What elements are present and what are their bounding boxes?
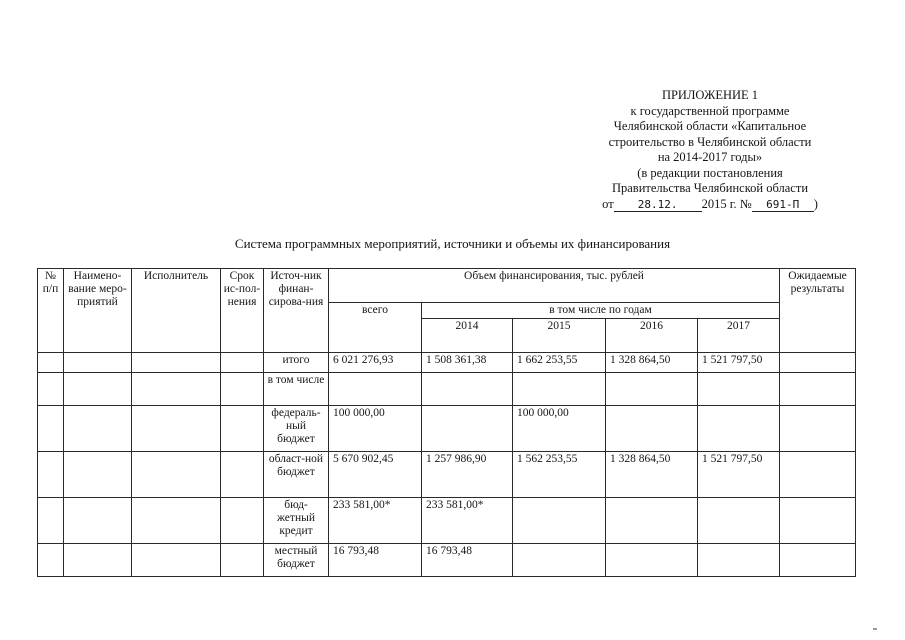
cell-results bbox=[780, 353, 856, 373]
appendix-line: Правительства Челябинской области bbox=[611, 181, 809, 195]
header-year-2017: 2017 bbox=[698, 319, 780, 353]
header-executor: Исполнитель bbox=[132, 269, 221, 353]
resolution-number: 691-П bbox=[752, 199, 814, 212]
cell-name bbox=[64, 353, 132, 373]
cell-term bbox=[221, 353, 264, 373]
appendix-line: на 2014-2017 годы» bbox=[657, 150, 763, 164]
cell-executor bbox=[132, 544, 221, 577]
cell-2017 bbox=[698, 373, 780, 406]
cell-results bbox=[780, 498, 856, 544]
table-row bbox=[38, 373, 856, 406]
cell-2014 bbox=[422, 373, 513, 406]
header-total: всего bbox=[329, 303, 422, 353]
cell-name bbox=[64, 544, 132, 577]
header-term: Срок ис-пол-нения bbox=[221, 269, 264, 353]
header-results: Ожидаемые результаты bbox=[780, 269, 856, 353]
cell-name bbox=[64, 373, 132, 406]
cell-2014: 16 793,48 bbox=[422, 544, 513, 577]
cell-source: област-ной бюджет bbox=[264, 452, 329, 498]
cell-number bbox=[38, 353, 64, 373]
cell-term bbox=[221, 498, 264, 544]
cell-2015: 1 662 253,55 bbox=[513, 353, 606, 373]
cell-results bbox=[780, 406, 856, 452]
cell-2017 bbox=[698, 544, 780, 577]
cell-number bbox=[38, 373, 64, 406]
cell-2016: 1 328 864,50 bbox=[606, 353, 698, 373]
cell-name bbox=[64, 498, 132, 544]
cell-source: бюд-жетный кредит bbox=[264, 498, 329, 544]
cell-2015: 100 000,00 bbox=[513, 406, 606, 452]
cell-number bbox=[38, 544, 64, 577]
cell-executor bbox=[132, 452, 221, 498]
appendix-line: (в редакции постановления bbox=[637, 165, 783, 180]
header-number: № п/п bbox=[38, 269, 64, 353]
table-row bbox=[38, 406, 856, 452]
cell-term bbox=[221, 544, 264, 577]
cell-2015 bbox=[513, 544, 606, 577]
header-by-years: в том числе по годам bbox=[422, 303, 780, 319]
cell-source: итого bbox=[264, 353, 329, 373]
cell-2016 bbox=[606, 406, 698, 452]
document-title: Система программных мероприятий, источники и объемы их финансирования bbox=[234, 236, 671, 251]
resolution-date: 28.12. bbox=[614, 199, 702, 212]
cell-number bbox=[38, 452, 64, 498]
appendix-title: ПРИЛОЖЕНИЕ 1 bbox=[661, 88, 759, 102]
cell-2015 bbox=[513, 498, 606, 544]
cell-results bbox=[780, 452, 856, 498]
cell-2014: 1 508 361,38 bbox=[422, 353, 513, 373]
cell-total: 6 021 276,93 bbox=[329, 353, 422, 373]
cell-name bbox=[64, 452, 132, 498]
appendix-line: к государственной программе bbox=[630, 103, 790, 118]
cell-executor bbox=[132, 406, 221, 452]
cell-2015 bbox=[513, 373, 606, 406]
table-row bbox=[38, 498, 856, 544]
cell-2014: 1 257 986,90 bbox=[422, 452, 513, 498]
from-prefix: от bbox=[602, 196, 614, 211]
cell-results bbox=[780, 373, 856, 406]
appendix-line: Челябинской области «Капитальное bbox=[613, 119, 807, 133]
cell-total: 100 000,00 bbox=[329, 406, 422, 452]
cell-executor bbox=[132, 373, 221, 406]
cell-2017: 1 521 797,50 bbox=[698, 452, 780, 498]
resolution-reference bbox=[560, 197, 860, 213]
cell-term bbox=[221, 373, 264, 406]
header-name: Наимено-вание меро-приятий bbox=[64, 269, 132, 353]
cell-2016 bbox=[606, 373, 698, 406]
cell-source: федераль-ный бюджет bbox=[264, 406, 329, 452]
cell-total bbox=[329, 373, 422, 406]
cell-total: 5 670 902,45 bbox=[329, 452, 422, 498]
cell-executor bbox=[132, 498, 221, 544]
cell-executor bbox=[132, 353, 221, 373]
cell-2017: 1 521 797,50 bbox=[698, 353, 780, 373]
header-year-2014: 2014 bbox=[422, 319, 513, 353]
cell-term bbox=[221, 452, 264, 498]
header-year-2016: 2016 bbox=[606, 319, 698, 353]
cell-2016 bbox=[606, 544, 698, 577]
appendix-header bbox=[560, 88, 860, 212]
header-source: Источ-ник финан-сирова-ния bbox=[264, 269, 329, 353]
closing-paren: ) bbox=[813, 196, 818, 211]
header-year-2015: 2015 bbox=[513, 319, 606, 353]
header-volume: Объем финансирования, тыс. рублей bbox=[329, 269, 780, 303]
cell-2017 bbox=[698, 406, 780, 452]
appendix-line: строительство в Челябинской области bbox=[608, 134, 812, 149]
cell-name bbox=[64, 406, 132, 452]
cell-source: в том числе bbox=[264, 373, 329, 406]
table-row bbox=[38, 353, 856, 373]
cell-number bbox=[38, 498, 64, 544]
scan-speck bbox=[873, 628, 877, 630]
cell-2016: 1 328 864,50 bbox=[606, 452, 698, 498]
cell-total: 233 581,00* bbox=[329, 498, 422, 544]
cell-number bbox=[38, 406, 64, 452]
table-row bbox=[38, 452, 856, 498]
table-row bbox=[38, 544, 856, 577]
cell-term bbox=[221, 406, 264, 452]
resolution-year-label: 2015 г. № bbox=[701, 196, 752, 211]
cell-2014: 233 581,00* bbox=[422, 498, 513, 544]
cell-source: местный бюджет bbox=[264, 544, 329, 577]
financing-table bbox=[37, 268, 856, 577]
cell-total: 16 793,48 bbox=[329, 544, 422, 577]
cell-2016 bbox=[606, 498, 698, 544]
cell-2017 bbox=[698, 498, 780, 544]
cell-2014 bbox=[422, 406, 513, 452]
cell-2015: 1 562 253,55 bbox=[513, 452, 606, 498]
cell-results bbox=[780, 544, 856, 577]
